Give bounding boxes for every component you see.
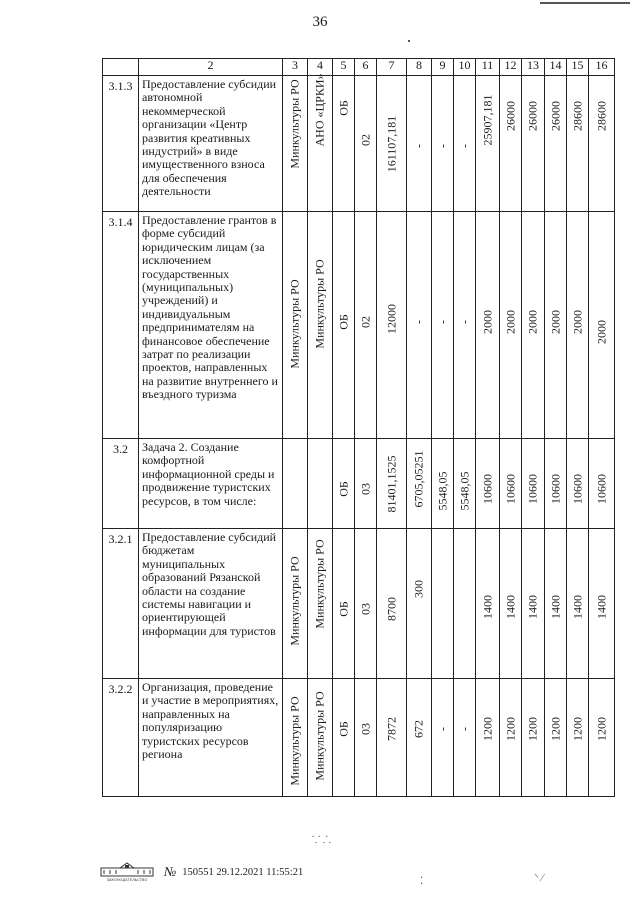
cell-text: 26000 — [502, 101, 517, 131]
cell-year — [567, 212, 589, 439]
table-row — [103, 76, 615, 212]
cell-text: 28600 — [569, 101, 584, 131]
cell-text: 10600 — [502, 474, 517, 504]
cell-year — [407, 76, 432, 212]
cell-total — [377, 439, 407, 529]
cell-text: Минкультуры РО — [312, 259, 327, 349]
cell-text: - — [456, 320, 471, 324]
cell-executor — [283, 679, 308, 797]
cell-year — [545, 212, 567, 439]
cell-recipient — [308, 439, 333, 529]
header-cell: 5 — [333, 59, 355, 76]
header-cell: 13 — [522, 59, 545, 76]
cell-text: - — [456, 144, 471, 148]
cell-code — [355, 529, 377, 679]
cell-executor — [283, 529, 308, 679]
cell-text: 03 — [357, 483, 372, 495]
cell-year — [500, 76, 522, 212]
cell-recipient — [308, 73, 333, 212]
cell-text: 1200 — [593, 717, 608, 741]
cell-year — [545, 679, 567, 797]
cell-text: 2000 — [593, 320, 608, 344]
cell-year — [432, 76, 454, 212]
cell-text: 02 — [357, 316, 372, 328]
row-description: Предоставление грантов в форме субсидий юридическим лицам (за исключением государственных (муниципальных) учреждений) и индивидуальным предпринимателям на финансовое обеспечение затрат по реализации проектов, направленных на развитие внутреннего и въездного туризма — [139, 212, 283, 439]
cell-text: 1200 — [547, 717, 562, 741]
scan-mark: ⸪ ⸫ — [312, 835, 331, 846]
cell-text: 161107,181 — [383, 115, 398, 173]
row-description: Организация, проведение и участие в мероприятиях, направленных на популяризацию туристских ресурсов региона — [139, 679, 283, 797]
cell-text: 25907,181 — [479, 94, 494, 146]
header-cell: 16 — [589, 59, 615, 76]
cell-text: 10600 — [593, 474, 608, 504]
cell-executor — [283, 76, 308, 212]
cell-text: 2000 — [502, 310, 517, 334]
cell-text: 5548,05 — [434, 471, 449, 511]
table-row — [103, 212, 615, 439]
cell-text: 03 — [357, 603, 372, 615]
cell-text: 12000 — [383, 304, 398, 334]
scan-mark: ⁚ — [420, 876, 424, 887]
table-row — [103, 439, 615, 529]
cell-year — [407, 439, 432, 529]
header-cell: 3 — [283, 59, 308, 76]
cell-year — [522, 212, 545, 439]
cell-year — [407, 212, 432, 439]
cell-text: 1400 — [569, 595, 584, 619]
cell-text: 1200 — [479, 717, 494, 741]
cell-year — [454, 439, 476, 529]
cell-text: Минкультуры РО — [287, 696, 302, 786]
cell-text: 02 — [357, 134, 372, 146]
row-number: 3.2.2 — [103, 679, 139, 797]
cell-text: Минкультуры РО — [287, 556, 302, 646]
cell-text: 10600 — [547, 474, 562, 504]
cell-year — [432, 439, 454, 529]
cell-text: 26000 — [525, 101, 540, 131]
cell-recipient — [308, 212, 333, 439]
cell-text: 8700 — [383, 597, 398, 621]
cell-recipient — [308, 679, 333, 797]
cell-text: ОБ — [335, 100, 350, 116]
cell-year — [567, 529, 589, 679]
cell-year — [476, 212, 500, 439]
cell-year — [500, 529, 522, 679]
row-number: 3.1.4 — [103, 212, 139, 439]
cell-year — [545, 76, 567, 212]
cell-text: 1400 — [525, 595, 540, 619]
cell-code — [355, 679, 377, 797]
cell-text: 300 — [411, 580, 426, 598]
header-cell — [103, 59, 139, 76]
cell-text: 1200 — [502, 717, 517, 741]
cell-year — [407, 679, 432, 797]
cell-year — [522, 679, 545, 797]
cell-year — [454, 529, 476, 679]
header-cell: 11 — [476, 59, 500, 76]
cell-code — [355, 439, 377, 529]
header-cell: 10 — [454, 59, 476, 76]
cell-total — [377, 212, 407, 439]
cell-year — [589, 679, 615, 797]
cell-budget — [333, 439, 355, 529]
cell-text: ОБ — [335, 721, 350, 737]
cell-text: 03 — [357, 723, 372, 735]
row-description: Предоставление субсидии автономной некоммерческой организации «Центр развития креативных индустрий» в виде имущественного взноса для обеспечения деятельности — [139, 76, 283, 212]
row-number: 3.2 — [103, 439, 139, 529]
cell-text: ОБ — [335, 481, 350, 497]
cell-recipient — [308, 529, 333, 679]
cell-year — [567, 679, 589, 797]
cell-text: 10600 — [569, 474, 584, 504]
header-cell: 12 — [500, 59, 522, 76]
document-stamp: 150551 29.12.2021 11:55:21 — [182, 866, 304, 878]
cell-text: - — [456, 727, 471, 731]
cell-year — [432, 529, 454, 679]
cell-budget — [333, 212, 355, 439]
cell-text: Минкультуры РО — [287, 79, 302, 169]
table-row — [103, 529, 615, 679]
cell-text: - — [411, 320, 426, 324]
cell-text: ОБ — [335, 314, 350, 330]
cell-year — [522, 76, 545, 212]
table-row — [103, 679, 615, 797]
cell-year — [476, 76, 500, 212]
cell-year — [589, 76, 615, 212]
cell-code — [355, 212, 377, 439]
page-number: 36 — [312, 14, 328, 30]
cell-text: Минкультуры РО — [312, 691, 327, 781]
cell-year — [589, 212, 615, 439]
cell-text: Минкультуры РО — [312, 539, 327, 629]
header-cell: 14 — [545, 59, 567, 76]
cell-budget — [333, 529, 355, 679]
document-footer — [100, 862, 303, 882]
cell-year — [522, 439, 545, 529]
cell-year — [589, 439, 615, 529]
cell-text: 81401,1525 — [383, 455, 398, 513]
cell-year — [454, 212, 476, 439]
cell-year — [522, 529, 545, 679]
cell-year — [432, 679, 454, 797]
cell-year — [500, 679, 522, 797]
cell-executor — [283, 212, 308, 439]
cell-text: - — [434, 727, 449, 731]
cell-text: Минкультуры РО — [287, 279, 302, 369]
cell-text: 1400 — [479, 595, 494, 619]
cell-code — [355, 76, 377, 212]
cell-budget — [333, 76, 355, 212]
cell-text: 2000 — [547, 310, 562, 334]
cell-year — [500, 439, 522, 529]
cell-text: 1200 — [525, 717, 540, 741]
cell-year — [567, 76, 589, 212]
cell-text: 26000 — [547, 101, 562, 131]
cell-year — [545, 529, 567, 679]
header-cell: 7 — [377, 59, 407, 76]
cell-year — [589, 529, 615, 679]
scan-mark: ⸌ ⁄ — [534, 873, 544, 884]
cell-text: 7872 — [383, 717, 398, 741]
cell-text: 10600 — [525, 474, 540, 504]
cell-total — [377, 679, 407, 797]
header-cell: 8 — [407, 59, 432, 76]
cell-year — [476, 439, 500, 529]
cell-text: 2000 — [479, 310, 494, 334]
header-cell: 2 — [139, 59, 283, 76]
header-cell: 6 — [355, 59, 377, 76]
cell-text: - — [411, 144, 426, 148]
cell-text: - — [434, 320, 449, 324]
row-description: Предоставление субсидий бюджетам муниципальных образований Рязанской области на создание системы навигации и ориентирующей информации для туристов — [139, 529, 283, 679]
cell-year — [500, 212, 522, 439]
scan-mark — [540, 2, 630, 4]
cell-text: 5548,05 — [456, 471, 471, 511]
row-description: Задача 2. Создание комфортной информационной среды и продвижение туристских ресурсов, в том числе: — [139, 439, 283, 529]
cell-year — [407, 529, 432, 679]
number-sign: № — [164, 864, 177, 879]
cell-year — [476, 679, 500, 797]
cell-year — [454, 679, 476, 797]
cell-year — [432, 212, 454, 439]
cell-budget — [333, 679, 355, 797]
cell-year — [476, 529, 500, 679]
cell-text: 10600 — [479, 474, 494, 504]
cell-year — [567, 439, 589, 529]
scan-mark — [408, 40, 410, 42]
legislation-logo-icon — [100, 862, 154, 882]
logo-caption: ЗАКОНОДАТЕЛЬСТВО — [106, 878, 148, 882]
header-cell: 9 — [432, 59, 454, 76]
header-cell: 15 — [567, 59, 589, 76]
budget-table — [102, 58, 615, 797]
cell-total — [377, 529, 407, 679]
cell-year — [545, 439, 567, 529]
cell-text: 1400 — [593, 595, 608, 619]
cell-text: - — [434, 144, 449, 148]
cell-text: 6705,05251 — [411, 450, 426, 508]
row-number: 3.2.1 — [103, 529, 139, 679]
header-cell: 4 — [308, 59, 333, 76]
cell-text: 1400 — [547, 595, 562, 619]
cell-text: 2000 — [569, 310, 584, 334]
cell-year — [454, 76, 476, 212]
cell-text: 28600 — [593, 101, 608, 131]
cell-executor — [283, 439, 308, 529]
table-header-row — [103, 59, 615, 76]
row-number: 3.1.3 — [103, 76, 139, 212]
cell-text: ОБ — [335, 601, 350, 617]
cell-text: 1400 — [502, 595, 517, 619]
cell-total — [377, 76, 407, 212]
cell-text: 1200 — [569, 717, 584, 741]
cell-text: АНО «ЦРКИ» — [312, 73, 327, 147]
cell-text: 672 — [411, 720, 426, 738]
cell-text: 2000 — [525, 310, 540, 334]
